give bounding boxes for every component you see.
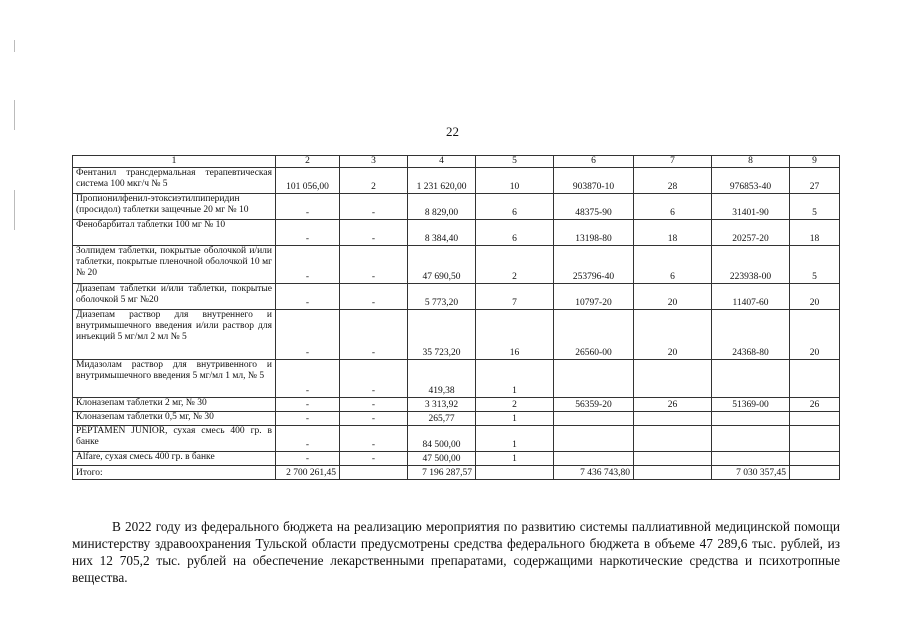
table-cell-c9: [790, 452, 840, 466]
table-cell-c9: 20: [790, 310, 840, 360]
table-row: [73, 168, 840, 194]
table-cell-c6: [554, 412, 634, 426]
table-row: [73, 220, 840, 246]
table-cell-c2: -: [276, 426, 340, 452]
table-cell-c7: [634, 412, 712, 426]
table-cell-c3: 2: [340, 168, 408, 194]
table-cell-c7: 28: [634, 168, 712, 194]
table-cell-c9: 26: [790, 398, 840, 412]
table-cell-c2: -: [276, 412, 340, 426]
table-cell-c9: 5: [790, 194, 840, 220]
table-cell-c3: -: [340, 284, 408, 310]
table-cell-c4: 1 231 620,00: [408, 168, 476, 194]
table-cell-c9: [790, 466, 840, 480]
table-cell-c6: [554, 360, 634, 398]
table-total-row: [73, 466, 840, 480]
table-cell-c9: 18: [790, 220, 840, 246]
table-cell-c8: [712, 426, 790, 452]
table-cell-c6: 7 436 743,80: [554, 466, 634, 480]
table-cell-c3: -: [340, 398, 408, 412]
table-row: [73, 360, 840, 398]
table-cell-c4: 47 500,00: [408, 452, 476, 466]
table-cell-c8: 223938-00: [712, 246, 790, 284]
table-cell-c4: 265,77: [408, 412, 476, 426]
table-cell-c6: 56359-20: [554, 398, 634, 412]
table-cell-c9: [790, 412, 840, 426]
table-cell-c8: [712, 412, 790, 426]
table-cell-c5: 1: [476, 412, 554, 426]
table-cell-c7: [634, 360, 712, 398]
table-cell-c6: 903870-10: [554, 168, 634, 194]
table-cell-c4: 35 723,20: [408, 310, 476, 360]
table-row: [73, 452, 840, 466]
table-cell-c2: -: [276, 284, 340, 310]
table-cell-c3: -: [340, 194, 408, 220]
item-name-cell: Фентанил трансдермальная терапевтическая система 100 мкг/ч № 5: [73, 168, 276, 194]
item-name-cell: Диазепам раствор для внутреннего и внутримышечного введения и/или раствор для инъекций 5 мг/мл 2 мл № 5: [73, 310, 276, 360]
table-cell-c2: 2 700 261,45: [276, 466, 340, 480]
table-row: [73, 284, 840, 310]
table-cell-c5: 6: [476, 220, 554, 246]
table-cell-c8: 7 030 357,45: [712, 466, 790, 480]
table-cell-c5: [476, 466, 554, 480]
item-name-cell: Клоназепам таблетки 2 мг, № 30: [73, 398, 276, 412]
column-header: 1: [73, 156, 276, 168]
table-cell-c9: 5: [790, 246, 840, 284]
table-cell-c4: 419,38: [408, 360, 476, 398]
column-header: 7: [634, 156, 712, 168]
table-cell-c5: 6: [476, 194, 554, 220]
table-row: [73, 426, 840, 452]
table-row: [73, 194, 840, 220]
table-cell-c5: 16: [476, 310, 554, 360]
table-cell-c2: -: [276, 246, 340, 284]
body-paragraph: В 2022 году из федерального бюджета на реализацию мероприятия по развитию системы паллиативной медицинской помощи министерству здравоохранения Тульской области предусмотрены средства федерального бюджета в объеме 47 289,6 тыс. рублей, из них 12 705,2 тыс. рублей на обеспечение лекарственными препаратами, содержащими наркотические средства и психотропные вещества.: [72, 519, 840, 585]
table-cell-c5: 1: [476, 426, 554, 452]
table-cell-c5: 1: [476, 452, 554, 466]
total-label: Итого:: [73, 466, 276, 480]
table-cell-c3: -: [340, 452, 408, 466]
table-cell-c3: -: [340, 220, 408, 246]
table-cell-c4: 47 690,50: [408, 246, 476, 284]
table-cell-c6: 48375-90: [554, 194, 634, 220]
table-row: [73, 412, 840, 426]
table-cell-c7: [634, 426, 712, 452]
table-cell-c6: 26560-00: [554, 310, 634, 360]
column-header: 8: [712, 156, 790, 168]
table-cell-c8: 24368-80: [712, 310, 790, 360]
item-name-cell: Пропионилфенил-этоксиэтилпиперидин (просидол) таблетки защечные 20 мг № 10: [73, 194, 276, 220]
table-cell-c9: [790, 426, 840, 452]
item-name-cell: Клоназепам таблетки 0,5 мг, № 30: [73, 412, 276, 426]
margin-mark: [14, 190, 15, 230]
margin-mark: [14, 40, 15, 52]
column-header: 6: [554, 156, 634, 168]
table-cell-c2: -: [276, 310, 340, 360]
table-cell-c5: 1: [476, 360, 554, 398]
table-cell-c9: [790, 360, 840, 398]
table-cell-c7: 6: [634, 246, 712, 284]
table-cell-c6: [554, 452, 634, 466]
column-header: 3: [340, 156, 408, 168]
table-cell-c7: [634, 452, 712, 466]
table-cell-c4: 8 384,40: [408, 220, 476, 246]
table-cell-c8: 20257-20: [712, 220, 790, 246]
table-cell-c7: 6: [634, 194, 712, 220]
item-name-cell: PEPTAMEN JUNIOR, сухая смесь 400 гр. в банке: [73, 426, 276, 452]
table-cell-c5: 10: [476, 168, 554, 194]
table-cell-c2: -: [276, 220, 340, 246]
column-header: 2: [276, 156, 340, 168]
table-cell-c3: -: [340, 426, 408, 452]
table-cell-c9: 20: [790, 284, 840, 310]
table-row: [73, 246, 840, 284]
item-name-cell: Золпидем таблетки, покрытые оболочкой и/или таблетки, покрытые пленочной оболочкой 10 мг № 20: [73, 246, 276, 284]
table-cell-c4: 8 829,00: [408, 194, 476, 220]
item-name-cell: Фенобарбитал таблетки 100 мг № 10: [73, 220, 276, 246]
table-cell-c6: [554, 426, 634, 452]
table-cell-c8: 31401-90: [712, 194, 790, 220]
table-cell-c8: 11407-60: [712, 284, 790, 310]
table-cell-c3: -: [340, 310, 408, 360]
table-cell-c3: -: [340, 412, 408, 426]
column-header: 5: [476, 156, 554, 168]
page-number: 22: [446, 124, 459, 139]
table-cell-c7: 20: [634, 284, 712, 310]
table-cell-c9: 27: [790, 168, 840, 194]
data-table: [72, 155, 840, 480]
item-name-cell: Alfare, сухая смесь 400 гр. в банке: [73, 452, 276, 466]
table-cell-c5: 2: [476, 398, 554, 412]
table-cell-c4: 5 773,20: [408, 284, 476, 310]
table-body: [73, 156, 840, 480]
table-cell-c6: 253796-40: [554, 246, 634, 284]
table-cell-c2: -: [276, 194, 340, 220]
table-cell-c2: -: [276, 360, 340, 398]
table-cell-c7: [634, 466, 712, 480]
item-name-cell: Мидазолам раствор для внутривенного и внутримышечного введения 5 мг/мл 1 мл, № 5: [73, 360, 276, 398]
column-header: 4: [408, 156, 476, 168]
table-cell-c6: 10797-20: [554, 284, 634, 310]
table-cell-c3: -: [340, 246, 408, 284]
table-cell-c2: -: [276, 398, 340, 412]
table-cell-c3: -: [340, 360, 408, 398]
table-cell-c8: 976853-40: [712, 168, 790, 194]
table-cell-c4: 7 196 287,57: [408, 466, 476, 480]
table-cell-c6: 13198-80: [554, 220, 634, 246]
table-cell-c4: 3 313,92: [408, 398, 476, 412]
table-cell-c5: 7: [476, 284, 554, 310]
table-row: [73, 310, 840, 360]
table-cell-c7: 18: [634, 220, 712, 246]
table-cell-c2: -: [276, 452, 340, 466]
table-header-row: [73, 156, 840, 168]
table-row: [73, 398, 840, 412]
table-cell-c7: 26: [634, 398, 712, 412]
table-cell-c2: 101 056,00: [276, 168, 340, 194]
table-cell-c3: [340, 466, 408, 480]
table-cell-c8: [712, 452, 790, 466]
item-name-cell: Диазепам таблетки и/или таблетки, покрытые оболочкой 5 мг №20: [73, 284, 276, 310]
table-cell-c8: 51369-00: [712, 398, 790, 412]
table-cell-c7: 20: [634, 310, 712, 360]
table-cell-c4: 84 500,00: [408, 426, 476, 452]
table-cell-c8: [712, 360, 790, 398]
column-header: 9: [790, 156, 840, 168]
table-cell-c5: 2: [476, 246, 554, 284]
